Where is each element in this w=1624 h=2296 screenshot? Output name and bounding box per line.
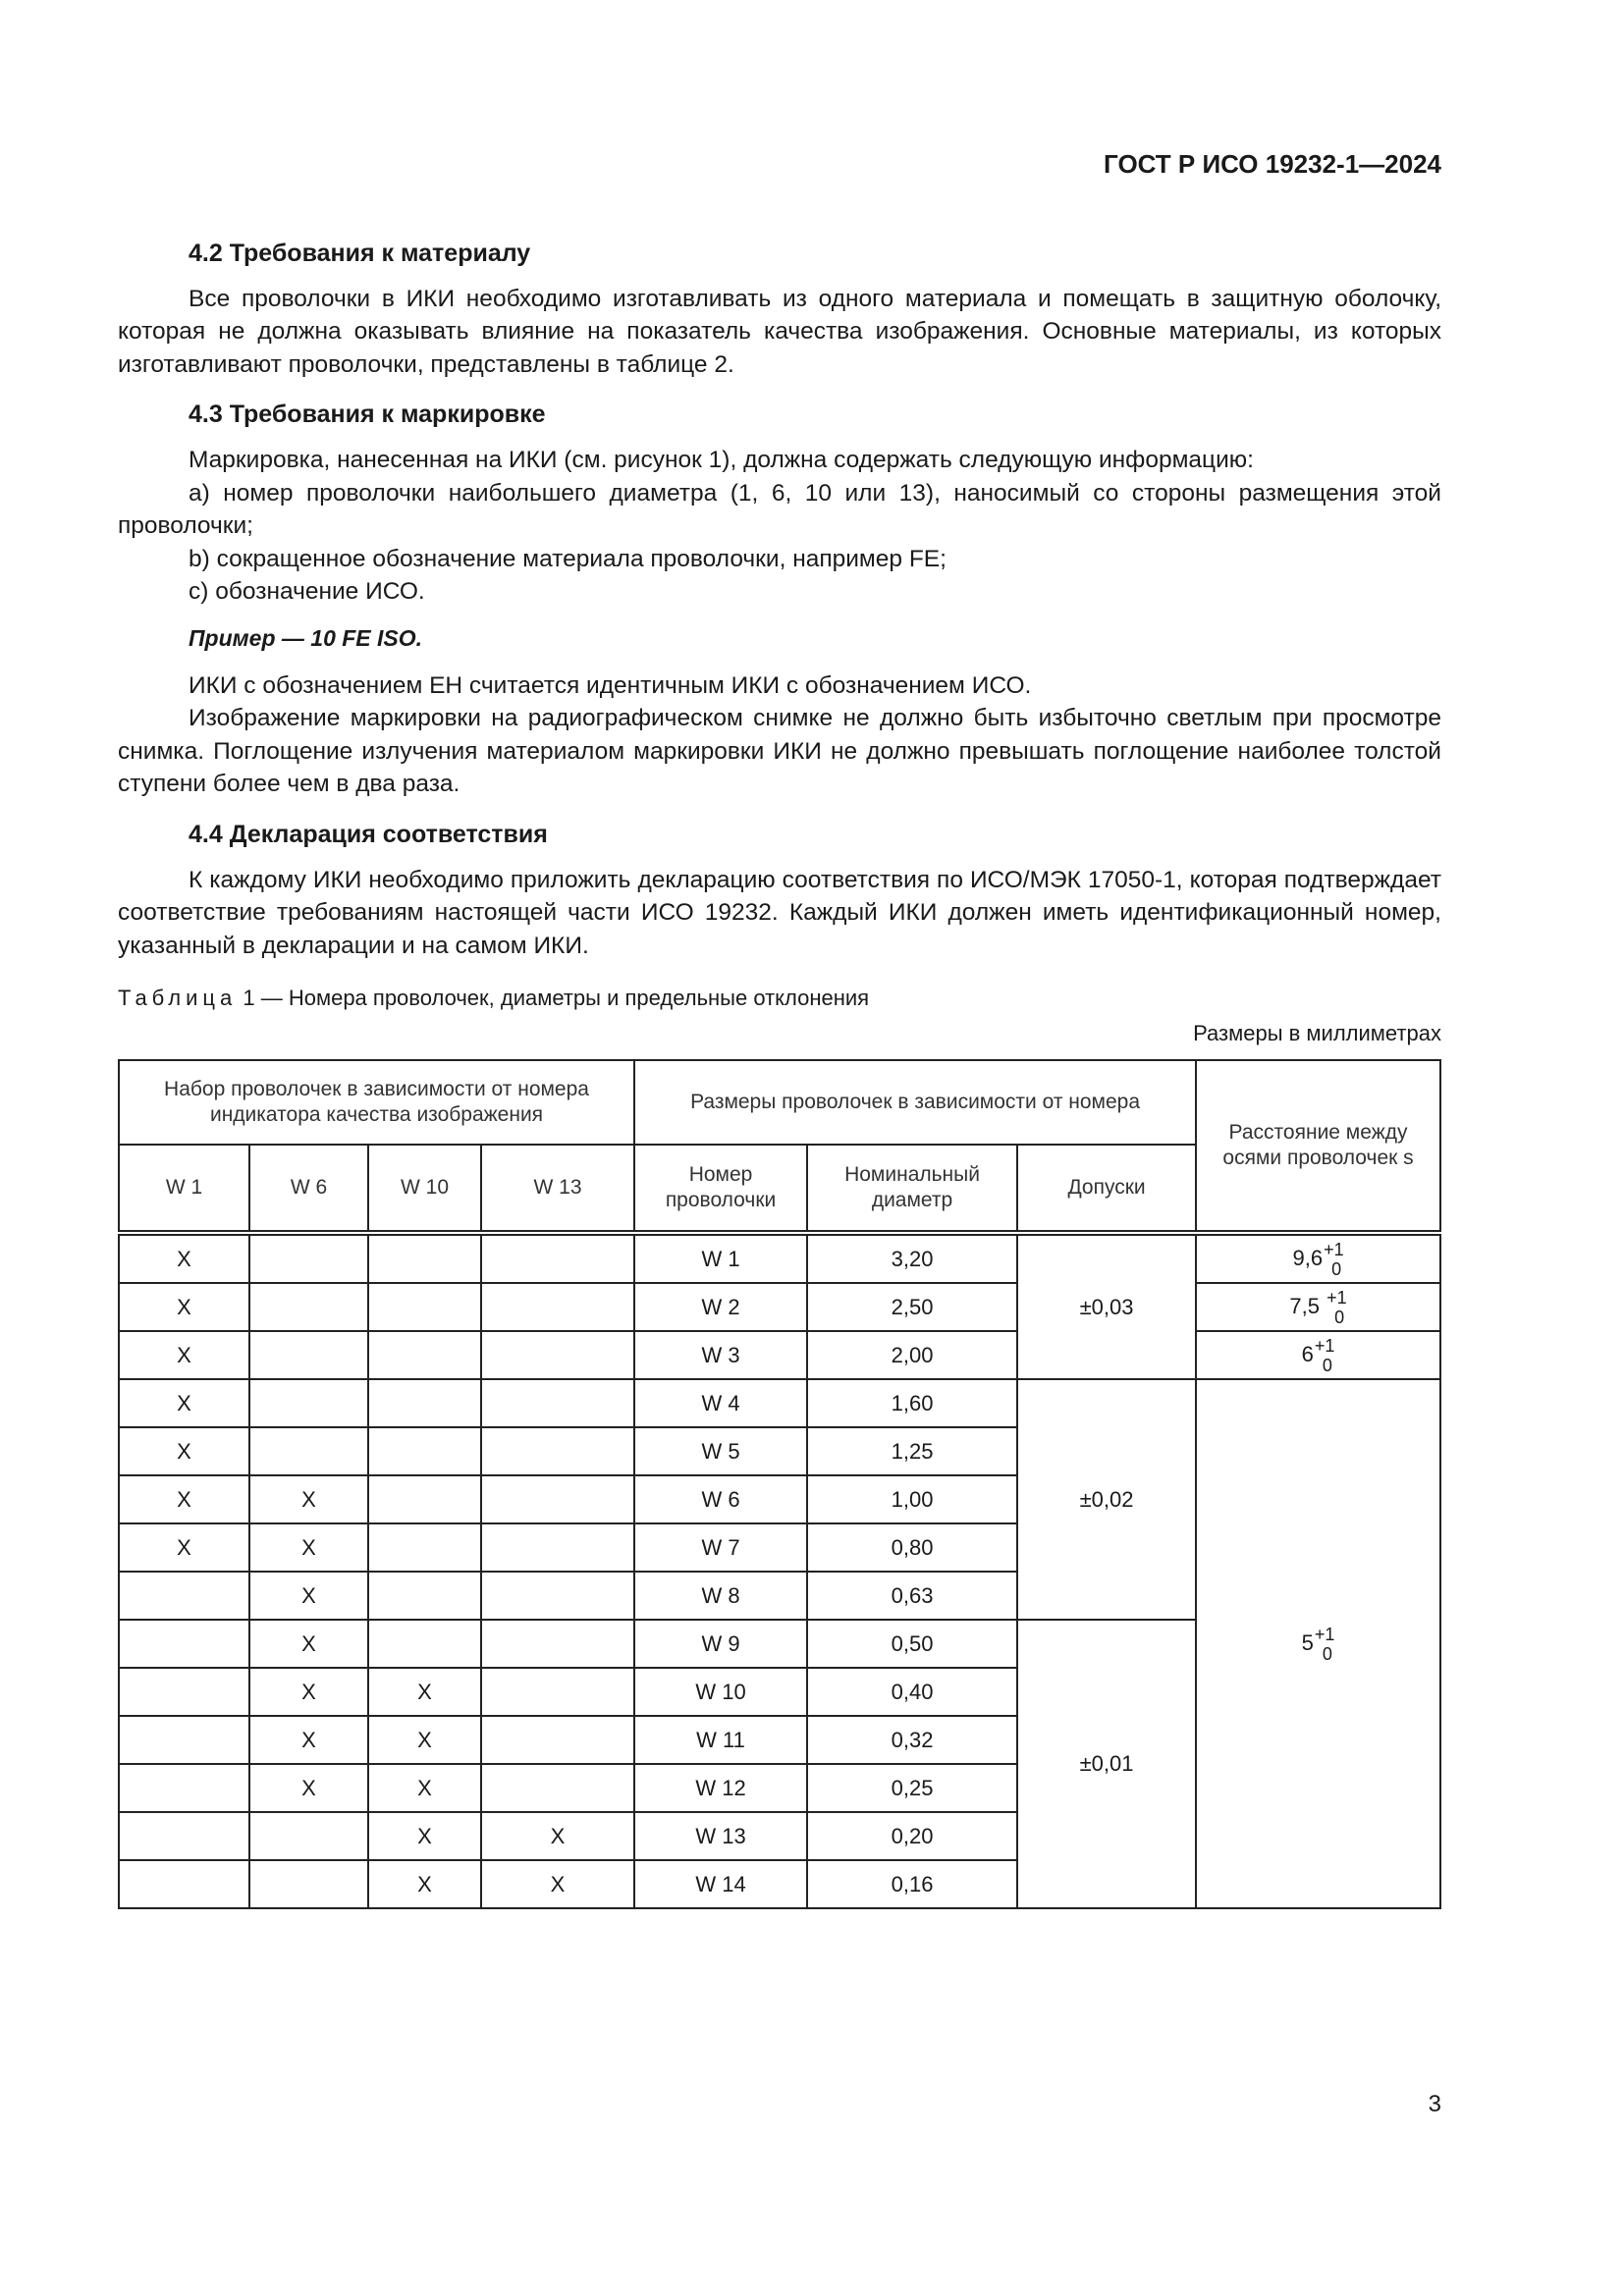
w13-mark: [481, 1716, 634, 1764]
axis-spacing: [1196, 1331, 1440, 1379]
upper-limit: +1: [1314, 1335, 1335, 1356]
wire-number: W 13: [634, 1812, 807, 1860]
page-content: [118, 224, 1441, 1909]
table-row: [119, 1379, 1440, 1427]
nominal-diameter: 1,00: [807, 1475, 1017, 1523]
table-caption: [118, 982, 1441, 1015]
w1-mark: X: [119, 1427, 249, 1475]
w1-mark: [119, 1764, 249, 1812]
page-number: 3: [1428, 2091, 1441, 2117]
header-tolerance: Допуски: [1017, 1145, 1196, 1233]
w10-mark: [368, 1331, 481, 1379]
nominal-diameter: 1,60: [807, 1379, 1017, 1427]
caption-label: Таблица: [118, 986, 238, 1011]
axis-spacing: [1196, 1233, 1440, 1283]
nominal-diameter: 2,50: [807, 1283, 1017, 1331]
lower-limit: 0: [1331, 1258, 1342, 1279]
w10-mark: [368, 1523, 481, 1572]
nominal-diameter: 0,80: [807, 1523, 1017, 1572]
tolerance: ±0,03: [1017, 1233, 1196, 1379]
list-item-a: a) номер проволочки наибольшего диаметра (1, 6, 10 или 13), наносимый со стороны размещения этой проволочки;: [118, 479, 1441, 540]
header-w13: W 13: [481, 1145, 634, 1233]
header-w6: W 6: [249, 1145, 368, 1233]
nominal-diameter: 3,20: [807, 1233, 1017, 1283]
upper-limit: +1: [1324, 1239, 1344, 1259]
w6-mark: [249, 1283, 368, 1331]
header-spacing: Расстояние между осями проволочек s: [1196, 1060, 1440, 1233]
w6-mark: X: [249, 1523, 368, 1572]
spacing-limits: [1315, 1625, 1335, 1664]
w6-mark: X: [249, 1572, 368, 1620]
wire-number: W 11: [634, 1716, 807, 1764]
wire-number: W 8: [634, 1572, 807, 1620]
nominal-diameter: 0,16: [807, 1860, 1017, 1908]
wire-number: W 2: [634, 1283, 807, 1331]
w13-mark: X: [481, 1860, 634, 1908]
wire-number: W 12: [634, 1764, 807, 1812]
w1-mark: X: [119, 1475, 249, 1523]
wire-number: W 4: [634, 1379, 807, 1427]
w1-mark: [119, 1572, 249, 1620]
spacing-value: 7,5: [1289, 1293, 1326, 1318]
w10-mark: [368, 1427, 481, 1475]
lower-limit: 0: [1334, 1307, 1345, 1327]
header-wire-number: Номер проволочки: [634, 1145, 807, 1233]
list-item-b: b) сокращенное обозначение материала проволочки, например FE;: [189, 545, 947, 572]
w6-mark: X: [249, 1475, 368, 1523]
nominal-diameter: 0,20: [807, 1812, 1017, 1860]
header-nominal-diameter: Номинальный диаметр: [807, 1145, 1017, 1233]
table-units: Размеры в миллиметрах: [1193, 1020, 1441, 1045]
w1-mark: [119, 1668, 249, 1716]
paragraph: К каждому ИКИ необходимо приложить декларацию соответствия по ИСО/МЭК 17050-1, которая подтверждает соответствие требованиям настоящей части ИСО 19232. Каждый ИКИ должен иметь идентификационный номер, указанный в декларации и на самом ИКИ.: [118, 866, 1441, 959]
spacing-value: 5: [1301, 1629, 1314, 1655]
section-4-3-title: 4.3 Требования к маркировке: [189, 400, 546, 429]
w10-mark: X: [368, 1716, 481, 1764]
wire-number: W 3: [634, 1331, 807, 1379]
wire-number: W 14: [634, 1860, 807, 1908]
w13-mark: [481, 1379, 634, 1427]
w1-mark: X: [119, 1523, 249, 1572]
w6-mark: X: [249, 1668, 368, 1716]
nominal-diameter: 1,25: [807, 1427, 1017, 1475]
upper-limit: +1: [1314, 1624, 1335, 1644]
w6-mark: [249, 1331, 368, 1379]
nominal-diameter: 0,32: [807, 1716, 1017, 1764]
header-w10: W 10: [368, 1145, 481, 1233]
w13-mark: [481, 1475, 634, 1523]
w1-mark: [119, 1620, 249, 1668]
section-4-2-title: 4.2 Требования к материалу: [189, 240, 531, 267]
lower-limit: 0: [1322, 1355, 1332, 1375]
paragraph: Изображение маркировки на радиографическом снимке не должно быть избыточно светлым при просмотре снимка. Поглощение излучения материалом маркировки ИКИ не должно превышать поглощение наиболее толстой ступени более чем в два раза.: [118, 705, 1441, 798]
w6-mark: X: [249, 1764, 368, 1812]
w10-mark: [368, 1475, 481, 1523]
spacing-limits: [1315, 1336, 1335, 1375]
table-row: [119, 1331, 1440, 1379]
spacing-value: 9,6: [1292, 1245, 1324, 1270]
w6-mark: X: [249, 1620, 368, 1668]
tolerance: ±0,02: [1017, 1379, 1196, 1620]
wire-number: W 5: [634, 1427, 807, 1475]
w1-mark: X: [119, 1283, 249, 1331]
w10-mark: [368, 1379, 481, 1427]
example: Пример — 10 FE ISO.: [189, 624, 423, 651]
w10-mark: [368, 1283, 481, 1331]
w6-mark: [249, 1812, 368, 1860]
w10-mark: X: [368, 1764, 481, 1812]
wire-number: W 9: [634, 1620, 807, 1668]
w10-mark: X: [368, 1812, 481, 1860]
w6-mark: [249, 1427, 368, 1475]
spacing-limits: [1326, 1288, 1347, 1327]
w13-mark: [481, 1572, 634, 1620]
w13-mark: [481, 1620, 634, 1668]
nominal-diameter: 2,00: [807, 1331, 1017, 1379]
w1-mark: X: [119, 1379, 249, 1427]
w1-mark: X: [119, 1233, 249, 1283]
header-wire-sizes: Размеры проволочек в зависимости от номера: [634, 1060, 1196, 1145]
header-wire-set: Набор проволочек в зависимости от номера индикатора качества изображения: [119, 1060, 634, 1145]
nominal-diameter: 0,25: [807, 1764, 1017, 1812]
document-id: ГОСТ Р ИСО 19232-1—2024: [1104, 149, 1441, 179]
w1-mark: [119, 1812, 249, 1860]
w6-mark: X: [249, 1716, 368, 1764]
axis-spacing: [1196, 1379, 1440, 1908]
w6-mark: [249, 1233, 368, 1283]
lower-limit: 0: [1322, 1643, 1332, 1664]
spacing-limits: [1324, 1240, 1344, 1279]
w13-mark: [481, 1331, 634, 1379]
paragraph: Маркировка, нанесенная на ИКИ (см. рисунок 1), должна содержать следующую информацию:: [189, 446, 1254, 473]
table-row: [119, 1233, 1440, 1283]
table-row: [119, 1283, 1440, 1331]
paragraph: Все проволочки в ИКИ необходимо изготавливать из одного материала и помещать в защитную оболочку, которая не должна оказывать влияние на показатель качества изображения. Основные материалы, из которых изготавливают проволочки, представлены в таблице 2.: [118, 285, 1441, 378]
w13-mark: [481, 1233, 634, 1283]
wire-number: W 10: [634, 1668, 807, 1716]
w10-mark: [368, 1620, 481, 1668]
w10-mark: [368, 1233, 481, 1283]
w13-mark: X: [481, 1812, 634, 1860]
w10-mark: X: [368, 1860, 481, 1908]
header-w1: W 1: [119, 1145, 249, 1233]
section-4-4-title: 4.4 Декларация соответствия: [189, 820, 548, 848]
paragraph: ИКИ с обозначением ЕН считается идентичным ИКИ с обозначением ИСО.: [189, 671, 1032, 699]
w1-mark: X: [119, 1331, 249, 1379]
nominal-diameter: 0,63: [807, 1572, 1017, 1620]
table-body: [119, 1233, 1440, 1908]
wire-table: [118, 1059, 1441, 1909]
w10-mark: [368, 1572, 481, 1620]
w13-mark: [481, 1523, 634, 1572]
spacing-value: 6: [1301, 1341, 1314, 1366]
wire-number: W 7: [634, 1523, 807, 1572]
w10-mark: X: [368, 1668, 481, 1716]
w6-mark: [249, 1379, 368, 1427]
caption-text: 1 — Номера проволочек, диаметры и предельные отклонения: [237, 986, 870, 1011]
nominal-diameter: 0,50: [807, 1620, 1017, 1668]
w1-mark: [119, 1860, 249, 1908]
w13-mark: [481, 1668, 634, 1716]
tolerance: ±0,01: [1017, 1620, 1196, 1908]
upper-limit: +1: [1326, 1287, 1347, 1308]
list-item-c: c) обозначение ИСО.: [189, 578, 425, 606]
w13-mark: [481, 1283, 634, 1331]
w13-mark: [481, 1427, 634, 1475]
wire-number: W 1: [634, 1233, 807, 1283]
w6-mark: [249, 1860, 368, 1908]
wire-number: W 6: [634, 1475, 807, 1523]
w1-mark: [119, 1716, 249, 1764]
w13-mark: [481, 1764, 634, 1812]
nominal-diameter: 0,40: [807, 1668, 1017, 1716]
axis-spacing: [1196, 1283, 1440, 1331]
